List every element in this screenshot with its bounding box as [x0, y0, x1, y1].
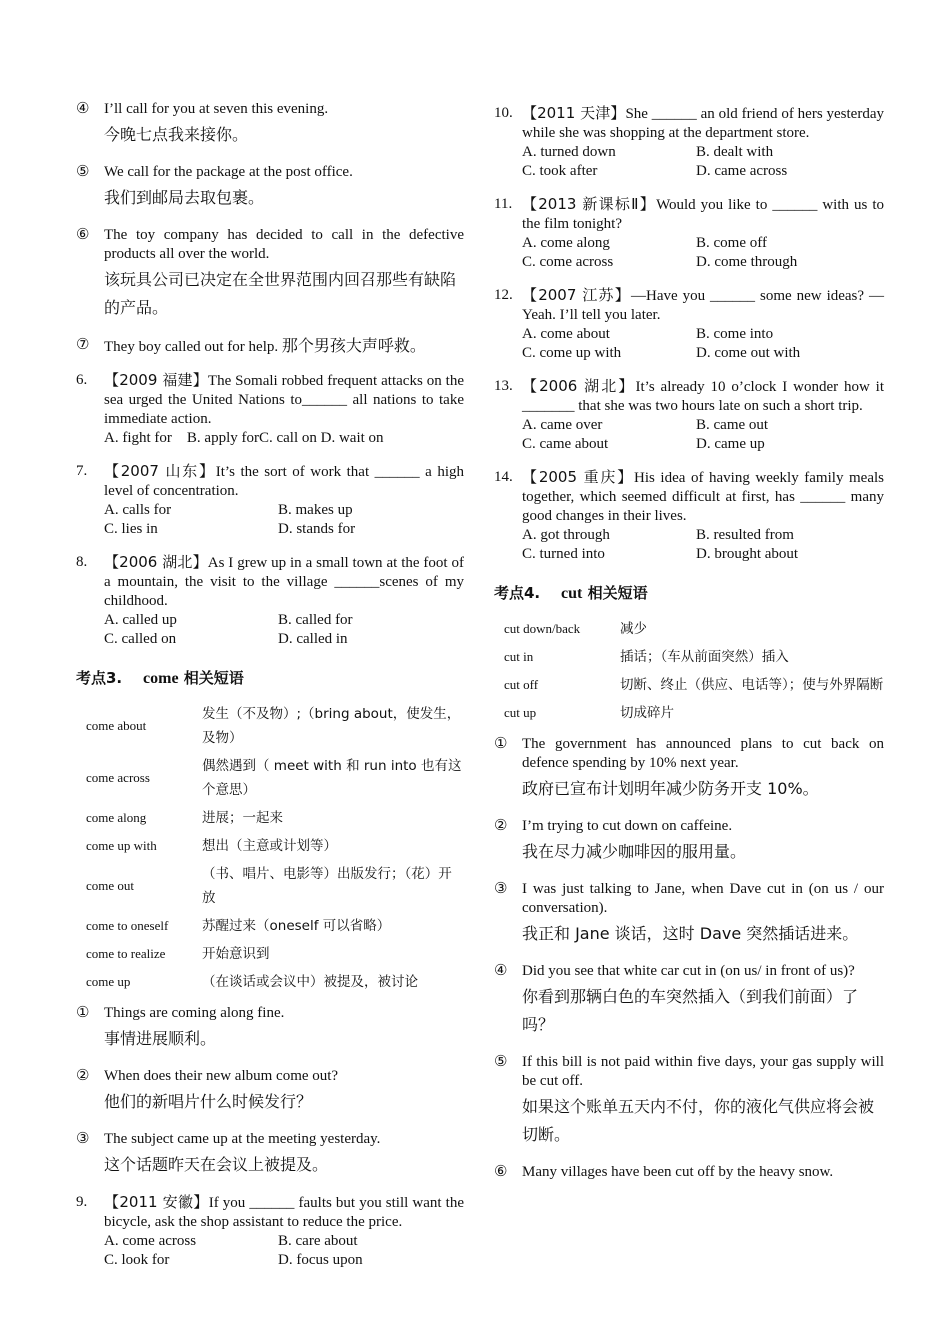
option-a: A. got through: [522, 527, 610, 543]
example-item: [494, 1053, 884, 1149]
question-source: 【2011 天津】: [522, 104, 626, 122]
question-stem: Would you like to ______ with us to the film tonight?: [522, 197, 884, 232]
example-english: I’ll call for you at seven this evening.: [104, 101, 329, 117]
phrase-row: [504, 615, 883, 643]
section-label: 考点4.: [494, 584, 541, 602]
example-english: The subject came up at the meeting yesterday.: [104, 1131, 381, 1147]
question-options: [522, 234, 884, 272]
option-b: B. dealt with: [696, 144, 774, 160]
question-item: [76, 462, 464, 539]
phrase: come along: [86, 810, 147, 825]
question-source: 【2013 新课标Ⅱ】: [522, 195, 657, 213]
option-d: D. brought about: [696, 546, 799, 562]
phrase-table: [504, 615, 883, 727]
phrase-row: [86, 804, 464, 832]
question-number: 10.: [494, 105, 513, 121]
example-chinese: 事情进展顺利。: [104, 1029, 217, 1048]
example-english: The government has announced plans to cut back on defence spending by 10% next year.: [522, 736, 884, 771]
phrase-row: [86, 860, 464, 912]
question-stem: His idea of having weekly family meals together, which seemed difficult at first, has ______ many good changes in their lives.: [522, 470, 884, 524]
phrase-meaning: 切成碎片: [620, 705, 674, 721]
example-marker: ⑤: [494, 1054, 508, 1070]
phrase: come to realize: [86, 946, 166, 961]
option-c: C. lies in: [104, 521, 158, 537]
question-number: 12.: [494, 287, 513, 303]
example-item: [76, 1004, 464, 1053]
phrase-row: [86, 912, 464, 940]
example-marker: ⑥: [494, 1164, 508, 1180]
section-suffix: 相关短语: [183, 669, 244, 687]
example-marker: ④: [76, 101, 90, 117]
question-source: 【2005 重庆】: [522, 468, 635, 486]
phrase-meaning: 插话；（车从前面突然）插入: [620, 649, 789, 665]
example-english: I’m trying to cut down on caffeine.: [522, 818, 733, 834]
example-chinese: 该玩具公司已决定在全世界范围内回召那些有缺陷的产品。: [104, 270, 457, 317]
phrase-meaning: 切断、终止（供应、电话等）；使与外界隔断: [620, 677, 884, 693]
phrase: come up: [86, 974, 131, 989]
question-options-line: A. fight for B. apply forC. call on D. wait on: [104, 430, 384, 446]
example-marker: ②: [494, 818, 508, 834]
phrase-meaning: 进展；一起来: [202, 810, 283, 826]
phrase: cut off: [504, 677, 539, 692]
phrase-row: [504, 671, 883, 699]
example-marker: ④: [494, 963, 508, 979]
question-source: 【2007 江苏】: [522, 286, 631, 304]
example-item: [494, 817, 884, 866]
phrase: come up with: [86, 838, 157, 853]
example-english: When does their new album come out?: [104, 1068, 339, 1084]
example-chinese: 那个男孩大声呼救。: [281, 336, 426, 355]
phrase-meaning: （在谈话或会议中）被提及，被讨论: [202, 974, 418, 990]
question-number: 7.: [76, 463, 88, 479]
example-item: [494, 1163, 884, 1182]
example-chinese: 今晚七点我来接你。: [104, 125, 249, 144]
example-english: If this bill is not paid within five days, your gas supply will be cut off.: [522, 1054, 884, 1089]
example-item: [76, 100, 464, 149]
example-marker: ⑥: [76, 227, 90, 243]
question-number: 14.: [494, 469, 513, 485]
phrase: come out: [86, 878, 135, 893]
option-a: A. called up: [104, 612, 177, 628]
question-item: [494, 286, 884, 363]
phrase-row: [504, 643, 883, 671]
section-label: 考点3.: [76, 669, 123, 687]
option-d: D. come out with: [696, 345, 801, 361]
option-b: B. called for: [278, 612, 353, 628]
example-chinese: 我正和 Jane 谈话，这时 Dave 突然插话进来。: [522, 924, 859, 943]
phrase: cut in: [504, 649, 534, 664]
phrase-meaning: 苏醒过来（oneself 可以省略）: [202, 918, 391, 934]
question-number: 13.: [494, 378, 513, 394]
example-english: We call for the package at the post office.: [104, 164, 353, 180]
phrase: cut down/back: [504, 621, 581, 636]
question-item: [494, 104, 884, 181]
option-d: D. stands for: [278, 521, 356, 537]
question-stem: The Somali robbed frequent attacks on the sea urged the United Nations to______ all nations to take immediate action.: [104, 373, 465, 427]
option-d: D. called in: [278, 631, 348, 647]
option-c: C. come up with: [522, 345, 622, 361]
phrase-meaning: 想出（主意或计划等）: [202, 838, 337, 854]
question-source: 【2006 湖北】: [522, 377, 636, 395]
left-column: [76, 100, 464, 1284]
question-stem: If you ______ faults but you still want the bicycle, ask the shop assistant to reduce the price.: [104, 1195, 464, 1230]
phrase-row: [86, 940, 464, 968]
phrase: come to oneself: [86, 918, 169, 933]
example-item: [494, 735, 884, 803]
section-word: cut: [561, 585, 583, 602]
example-chinese: 我们到邮局去取包裹。: [104, 188, 265, 207]
example-item: [494, 962, 884, 1039]
option-c: C. took after: [522, 163, 598, 179]
section-suffix: 相关短语: [587, 584, 648, 602]
example-chinese: 这个话题昨天在会议上被提及。: [104, 1155, 329, 1174]
phrase-row: [86, 752, 464, 804]
question-options: [522, 143, 884, 181]
section-heading: [494, 582, 884, 603]
option-b: B. come off: [696, 235, 767, 251]
phrase-meaning: 偶然遇到（ meet with 和 run into 也有这个意思）: [202, 758, 462, 798]
example-item: [76, 163, 464, 212]
example-item: [494, 880, 884, 948]
example-english: They boy called out for help.: [104, 339, 279, 355]
option-d: D. come through: [696, 254, 798, 270]
example-english: Many villages have been cut off by the heavy snow.: [522, 1164, 834, 1180]
example-english: The toy company has decided to call in the defective products all over the world.: [104, 227, 464, 262]
option-c: C. turned into: [522, 546, 605, 562]
option-d: D. came up: [696, 436, 765, 452]
question-options: [522, 325, 884, 363]
example-chinese: 你看到那辆白色的车突然插入（到我们前面）了吗？: [522, 987, 859, 1034]
example-marker: ①: [494, 736, 508, 752]
question-stem: As I grew up in a small town at the foot of a mountain, the visit to the village ______scenes of my childhood.: [104, 555, 464, 609]
example-chinese: 如果这个账单五天内不付，你的液化气供应将会被切断。: [522, 1097, 875, 1144]
example-item: [76, 336, 464, 357]
question-item: [494, 377, 884, 454]
section-word: come: [143, 670, 179, 687]
example-chinese: 政府已宣布计划明年减少防务开支 10%。: [522, 779, 819, 798]
option-a: A. came over: [522, 417, 603, 433]
example-english: Did you see that white car cut in (on us/ in front of us)?: [522, 963, 855, 979]
phrase-meaning: 开始意识到: [202, 946, 270, 962]
example-item: [76, 1067, 464, 1116]
option-c: C. come across: [522, 254, 614, 270]
question-options: [104, 1232, 464, 1270]
question-stem: It’s already 10 o’clock I wonder how it _______ that she was two hours late on such a short trip.: [522, 379, 884, 414]
example-english: I was just talking to Jane, when Dave cut in (on us / our conversation).: [522, 881, 884, 916]
phrase-table: [86, 700, 464, 996]
example-marker: ⑤: [76, 164, 90, 180]
phrase-meaning: （书、唱片、电影等）出版发行；（花）开放: [202, 866, 452, 906]
phrase-meaning: 发生（不及物）;（bring about，使发生，及物）: [202, 706, 461, 746]
question-number: 11.: [494, 196, 513, 212]
phrase: come across: [86, 770, 150, 785]
phrase: cut up: [504, 705, 537, 720]
question-source: 【2011 安徽】: [104, 1193, 209, 1211]
example-english: Things are coming along fine.: [104, 1005, 285, 1021]
option-d: D. came across: [696, 163, 788, 179]
example-chinese: 他们的新唱片什么时候发行？: [104, 1092, 313, 1111]
question-item: [76, 553, 464, 649]
example-marker: ③: [76, 1131, 90, 1147]
section-heading: [76, 667, 464, 688]
phrase-row: [504, 699, 883, 727]
question-options: [104, 611, 464, 649]
question-item: [76, 1193, 464, 1270]
question-options: [104, 501, 464, 539]
option-c: C. look for: [104, 1252, 170, 1268]
example-marker: ③: [494, 881, 508, 897]
phrase-row: [86, 968, 464, 996]
option-a: A. come about: [522, 326, 610, 342]
question-number: 6.: [76, 372, 88, 388]
option-a: A. come across: [104, 1233, 197, 1249]
option-b: B. come into: [696, 326, 774, 342]
example-marker: ①: [76, 1005, 90, 1021]
option-d: D. focus upon: [278, 1252, 363, 1268]
option-b: B. makes up: [278, 502, 353, 518]
phrase-meaning: 减少: [620, 621, 647, 637]
right-column: [494, 104, 884, 1196]
question-options: [522, 416, 884, 454]
question-stem: —Have you ______ some new ideas? —Yeah. I’ll tell you later.: [522, 288, 884, 323]
option-b: B. came out: [696, 417, 769, 433]
option-c: C. called on: [104, 631, 177, 647]
question-item: [494, 468, 884, 564]
example-item: [76, 226, 464, 322]
option-b: B. resulted from: [696, 527, 794, 543]
option-a: A. come along: [522, 235, 610, 251]
question-source: 【2009 福建】: [104, 371, 208, 389]
option-b: B. care about: [278, 1233, 358, 1249]
question-item: [76, 371, 464, 448]
example-marker: ⑦: [76, 337, 90, 353]
example-marker: ②: [76, 1068, 90, 1084]
question-number: 8.: [76, 554, 88, 570]
question-item: [494, 195, 884, 272]
question-stem: She ______ an old friend of hers yesterday while she was shopping at the department store.: [522, 106, 884, 141]
phrase: come about: [86, 718, 147, 733]
example-chinese: 我在尽力减少咖啡因的服用量。: [522, 842, 747, 861]
option-c: C. came about: [522, 436, 609, 452]
question-stem: It’s the sort of work that ______ a high level of concentration.: [104, 464, 464, 499]
option-a: A. calls for: [104, 502, 172, 518]
question-source: 【2007 山东】: [104, 462, 216, 480]
phrase-row: [86, 832, 464, 860]
example-item: [76, 1130, 464, 1179]
question-number: 9.: [76, 1194, 88, 1210]
question-options: [522, 526, 884, 564]
option-a: A. turned down: [522, 144, 616, 160]
question-source: 【2006 湖北】: [104, 553, 208, 571]
phrase-row: [86, 700, 464, 752]
